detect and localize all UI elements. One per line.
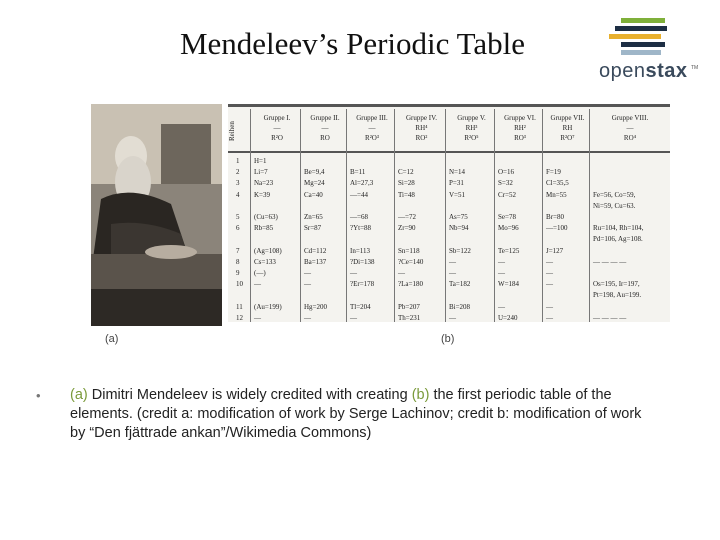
- element-cell: V=51: [449, 190, 466, 199]
- element-cell: Bi=208: [449, 302, 471, 311]
- element-cell: (—): [254, 269, 266, 277]
- element-cell: Ca=40: [304, 190, 323, 199]
- group-header-line: RH²: [514, 124, 526, 132]
- group-header-line: —: [626, 124, 634, 132]
- element-cell: Rb=85: [254, 224, 274, 233]
- group-header: [544, 113, 591, 143]
- element-cell: Mg=24: [304, 179, 325, 188]
- element-cell: ?Di=138: [350, 257, 375, 266]
- group-header-line: —: [321, 124, 329, 132]
- group-header-line: Gruppe IV.: [406, 114, 437, 122]
- element-cell: —: [350, 269, 357, 277]
- element-cell: Ni=59, Cu=63.: [593, 201, 636, 210]
- element-cell: Se=78: [498, 213, 516, 221]
- group-header-line: R²O: [271, 134, 283, 142]
- element-cell: Sb=122: [449, 246, 471, 255]
- bullet-marker: •: [36, 388, 41, 403]
- group-header-line: RO³: [514, 134, 526, 142]
- element-cell: —: [546, 280, 553, 289]
- group-header-line: —: [368, 124, 376, 132]
- element-cell: Br=80: [546, 213, 564, 221]
- element-cell: Pb=207: [398, 302, 420, 311]
- element-cell: —: [546, 302, 553, 311]
- group-header: [396, 113, 447, 143]
- element-cell: ?Yt=88: [350, 224, 372, 233]
- row-number: 3: [236, 179, 240, 188]
- element-cell: —: [546, 269, 553, 277]
- element-cell: (Au=199): [254, 302, 282, 311]
- element-cell: Nb=94: [449, 224, 469, 233]
- group-header-line: R²O⁷: [560, 134, 575, 142]
- caption-text-1: Dimitri Mendeleev is widely credited with creating: [87, 387, 412, 403]
- element-cell: Fe=56, Co=59,: [593, 190, 636, 199]
- table-column-divider: [250, 109, 251, 322]
- element-cell: —: [498, 302, 505, 311]
- element-cell: C=12: [398, 168, 414, 177]
- element-cell: Mn=55: [546, 190, 567, 199]
- element-cell: Ru=104, Rh=104,: [593, 224, 644, 233]
- element-cell: Zn=65: [304, 213, 323, 221]
- element-cell: Sr=87: [304, 224, 322, 233]
- element-cell: —=44: [350, 190, 368, 199]
- group-header: [252, 113, 302, 143]
- group-header-line: Gruppe III.: [356, 114, 388, 122]
- element-cell: —: [498, 257, 505, 266]
- group-header-line: RO: [320, 134, 330, 142]
- row-number: 11: [236, 302, 243, 311]
- element-cell: Th=231: [398, 313, 421, 322]
- element-cell: —: [449, 313, 456, 322]
- element-cell: S=32: [498, 179, 513, 188]
- element-cell: N=14: [449, 168, 466, 177]
- row-number: 10: [236, 280, 243, 289]
- row-number: 7: [236, 246, 240, 255]
- element-cell: Os=195, Ir=197,: [593, 280, 640, 289]
- element-cell: —: [449, 257, 456, 266]
- element-cell: In=113: [350, 246, 371, 255]
- figure-label-a: (a): [105, 333, 119, 345]
- group-header-line: RO⁴: [623, 134, 637, 142]
- row-number: 1: [236, 157, 240, 165]
- row-number: 4: [236, 190, 240, 199]
- group-header-line: RH³: [465, 124, 478, 132]
- element-cell: Al=27,3: [350, 179, 374, 188]
- group-header-line: RO²: [415, 134, 428, 142]
- mendeleev-photo: [91, 104, 222, 326]
- group-header-line: RH⁴: [415, 124, 428, 132]
- portrait-illustration: [91, 104, 222, 326]
- group-header: [496, 113, 544, 143]
- element-cell: —: [449, 269, 456, 277]
- element-cell: —: [254, 313, 261, 322]
- ref-a: (a): [70, 387, 88, 403]
- element-cell: Tl=204: [350, 302, 371, 311]
- element-cell: — — — —: [593, 257, 627, 266]
- group-header-line: Gruppe I.: [263, 114, 291, 122]
- element-cell: Ba=137: [304, 257, 327, 266]
- group-header-line: R²O³: [365, 134, 379, 142]
- figure-label-b: (b): [441, 333, 455, 345]
- element-cell: —: [498, 269, 505, 277]
- ref-b: (b): [411, 387, 430, 403]
- element-cell: Cl=35,5: [546, 179, 569, 188]
- logo-stripe: [621, 18, 665, 23]
- element-cell: —: [546, 313, 553, 322]
- element-cell: Hg=200: [304, 302, 328, 311]
- row-number: 8: [236, 257, 240, 266]
- element-cell: —: [254, 280, 261, 289]
- row-number: 12: [236, 313, 243, 322]
- element-cell: Ta=182: [449, 280, 471, 289]
- group-header: [348, 113, 396, 143]
- logo-stripe: [621, 50, 661, 55]
- element-cell: — — — —: [593, 313, 627, 322]
- element-cell: ?La=180: [398, 280, 423, 289]
- element-cell: —: [350, 313, 357, 322]
- element-cell: —: [304, 313, 311, 322]
- element-cell: As=75: [449, 213, 468, 221]
- logo-stripe: [609, 34, 661, 39]
- caption-paragraph: [70, 386, 660, 443]
- element-cell: H=1: [254, 157, 267, 165]
- row-header-label: Reihen: [228, 121, 236, 141]
- element-cell: Sn=118: [398, 246, 420, 255]
- element-cell: Cs=133: [254, 257, 276, 266]
- logo-wordmark: openstax: [599, 60, 688, 82]
- row-number: 2: [236, 168, 240, 177]
- group-header-line: Gruppe VII.: [550, 114, 585, 122]
- element-cell: —=68: [350, 213, 368, 221]
- element-cell: Si=28: [398, 179, 415, 188]
- element-cell: B=11: [350, 168, 366, 177]
- element-cell: O=16: [498, 168, 515, 177]
- row-number: 5: [236, 213, 240, 221]
- element-cell: Li=7: [254, 168, 268, 177]
- element-cell: ?Er=178: [350, 280, 375, 289]
- element-cell: Cd=112: [304, 246, 327, 255]
- element-cell: J=127: [546, 246, 564, 255]
- group-header-line: Gruppe II.: [310, 114, 340, 122]
- element-cell: Na=23: [254, 179, 274, 188]
- element-cell: —: [546, 257, 553, 266]
- element-cell: Pt=198, Au=199.: [593, 291, 642, 300]
- group-header-line: —: [273, 124, 281, 132]
- group-header: [302, 113, 348, 143]
- slide-title: Mendeleev’s Periodic Table: [179, 26, 526, 61]
- periodic-table-scan: [228, 104, 670, 322]
- group-header: [447, 113, 496, 143]
- row-number: 9: [236, 269, 240, 277]
- group-header-line: Gruppe VIII.: [611, 114, 649, 122]
- element-cell: —=100: [546, 224, 568, 233]
- caption-text-2: the first periodic table of the elements. (credit a: modification of work by Serge Lachinov; credit b: modification of work by “Den fjättrade ankan”/Wikimedia Commons): [70, 387, 642, 441]
- element-cell: Cr=52: [498, 190, 516, 199]
- row-number: 6: [236, 224, 240, 233]
- logo-trademark: TM: [691, 65, 699, 71]
- element-cell: U=240: [498, 313, 518, 322]
- element-cell: Mo=96: [498, 224, 519, 233]
- group-header: [591, 113, 669, 143]
- element-cell: (Ag=108): [254, 246, 282, 255]
- element-cell: Pd=106, Ag=108.: [593, 235, 643, 244]
- element-cell: Be=9,4: [304, 168, 325, 177]
- group-header-line: R²O⁵: [464, 134, 479, 142]
- openstax-logo: [595, 14, 707, 88]
- logo-stripe: [621, 42, 665, 47]
- element-cell: (Cu=63): [254, 213, 278, 221]
- element-cell: F=19: [546, 168, 561, 177]
- element-cell: W=184: [498, 280, 520, 289]
- element-cell: Te=125: [498, 246, 520, 255]
- element-cell: —: [398, 269, 405, 277]
- element-cell: —: [304, 269, 311, 277]
- element-cell: —: [304, 280, 311, 289]
- group-header-line: Gruppe V.: [457, 114, 486, 122]
- element-cell: Ti=48: [398, 190, 415, 199]
- element-cell: ?Ce=140: [398, 257, 424, 266]
- element-cell: K=39: [254, 190, 271, 199]
- element-cell: —=72: [398, 213, 416, 221]
- group-header-line: RH: [562, 124, 573, 132]
- logo-stripe: [615, 26, 667, 31]
- element-cell: Zr=90: [398, 224, 416, 233]
- element-cell: P=31: [449, 179, 464, 188]
- group-header-line: Gruppe VI.: [504, 114, 536, 122]
